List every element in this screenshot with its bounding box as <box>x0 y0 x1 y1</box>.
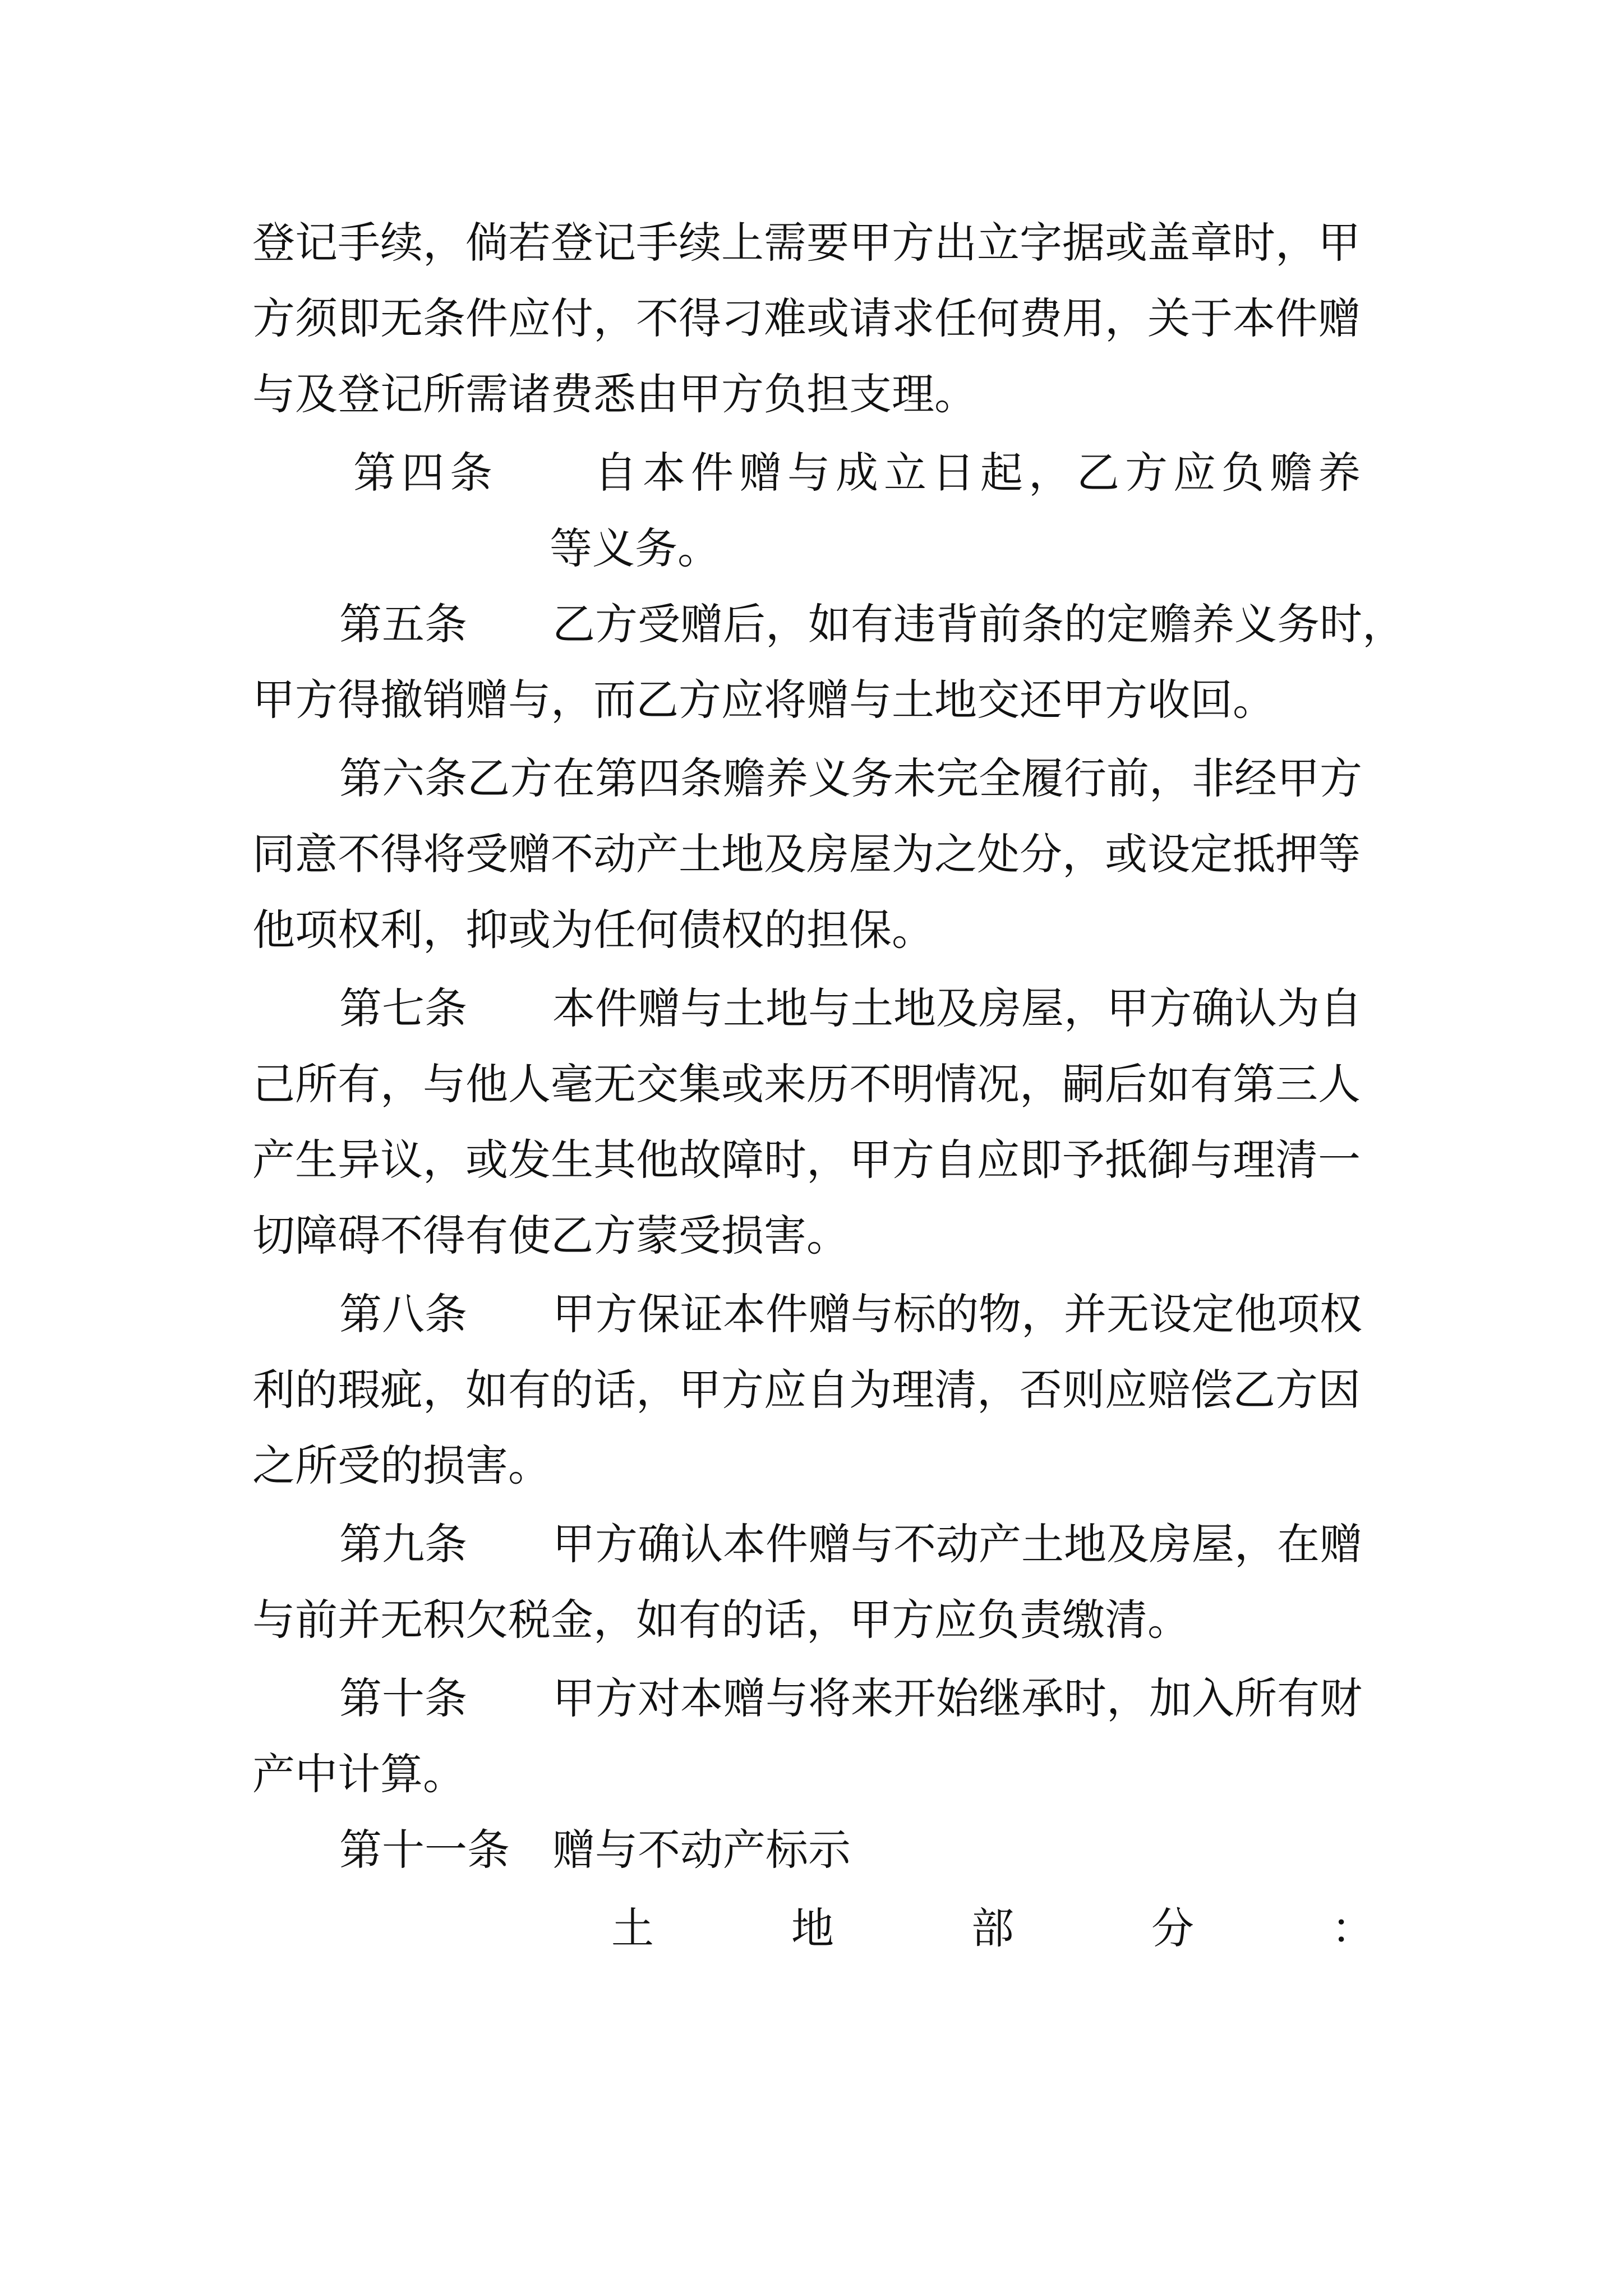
heading-char: 部 <box>971 1903 1014 1953</box>
article-11-heading: 第十一条 赠与不动产标示 <box>339 1825 851 1875</box>
article-8-heading: 第八条 甲方保证本件赠与标的物，并无设定他项权 <box>339 1289 1362 1339</box>
text-line: 之所受的损害。 <box>252 1441 551 1490</box>
text-line: 甲方得撤销赠与，而乙方应将赠与土地交还甲方收回。 <box>252 675 1275 725</box>
article-5-heading: 第五条 乙方受赠后，如有违背前条的定赡养义务时， <box>339 599 1405 649</box>
text-line: 登记手续，倘若登记手续上需要甲方出立字据或盖章时，甲 <box>252 218 1361 268</box>
text-line: 切障碍不得有使乙方蒙受损害。 <box>252 1211 849 1260</box>
article-9-heading: 第九条 甲方确认本件赠与不动产土地及房屋，在赠 <box>339 1519 1362 1569</box>
text-line: 同意不得将受赠不动产土地及房屋为之处分，或设定抵押等 <box>252 829 1361 879</box>
heading-char: ： <box>1331 1903 1374 1953</box>
land-section-heading <box>611 1903 1374 1953</box>
heading-char: 分 <box>1151 1903 1194 1953</box>
text-line: 与前并无积欠税金，如有的话，甲方应负责缴清。 <box>252 1595 1190 1645</box>
text-line: 产中计算。 <box>252 1749 465 1799</box>
text-line: 与及登记所需诸费悉由甲方负担支理。 <box>252 369 977 419</box>
text-line: 他项权利，抑或为任何债权的担保。 <box>252 905 934 955</box>
text-line: 等义务。 <box>550 523 720 573</box>
text-line: 产生异议，或发生其他故障时，甲方自应即予抵御与理清一 <box>252 1135 1361 1185</box>
text-line: 利的瑕疵，如有的话，甲方应自为理清，否则应赔偿乙方因 <box>252 1365 1361 1415</box>
text-line: 己所有，与他人毫无交集或来历不明情况，嗣后如有第三人 <box>252 1059 1361 1109</box>
article-6-heading: 第六条乙方在第四条赡养义务未完全履行前，非经甲方 <box>339 753 1362 803</box>
heading-char: 地 <box>791 1903 834 1953</box>
article-10-heading: 第十条 甲方对本赠与将来开始继承时，加入所有财 <box>339 1673 1362 1723</box>
article-7-heading: 第七条 本件赠与土地与土地及房屋，甲方确认为自 <box>339 983 1362 1033</box>
article-4-heading: 第四条 自本件赠与成立日起，乙方应负赡养 <box>353 448 1366 498</box>
text-line: 方须即无条件应付，不得刁难或请求任何费用，关于本件赠 <box>252 293 1361 343</box>
heading-char: 土 <box>611 1903 654 1953</box>
